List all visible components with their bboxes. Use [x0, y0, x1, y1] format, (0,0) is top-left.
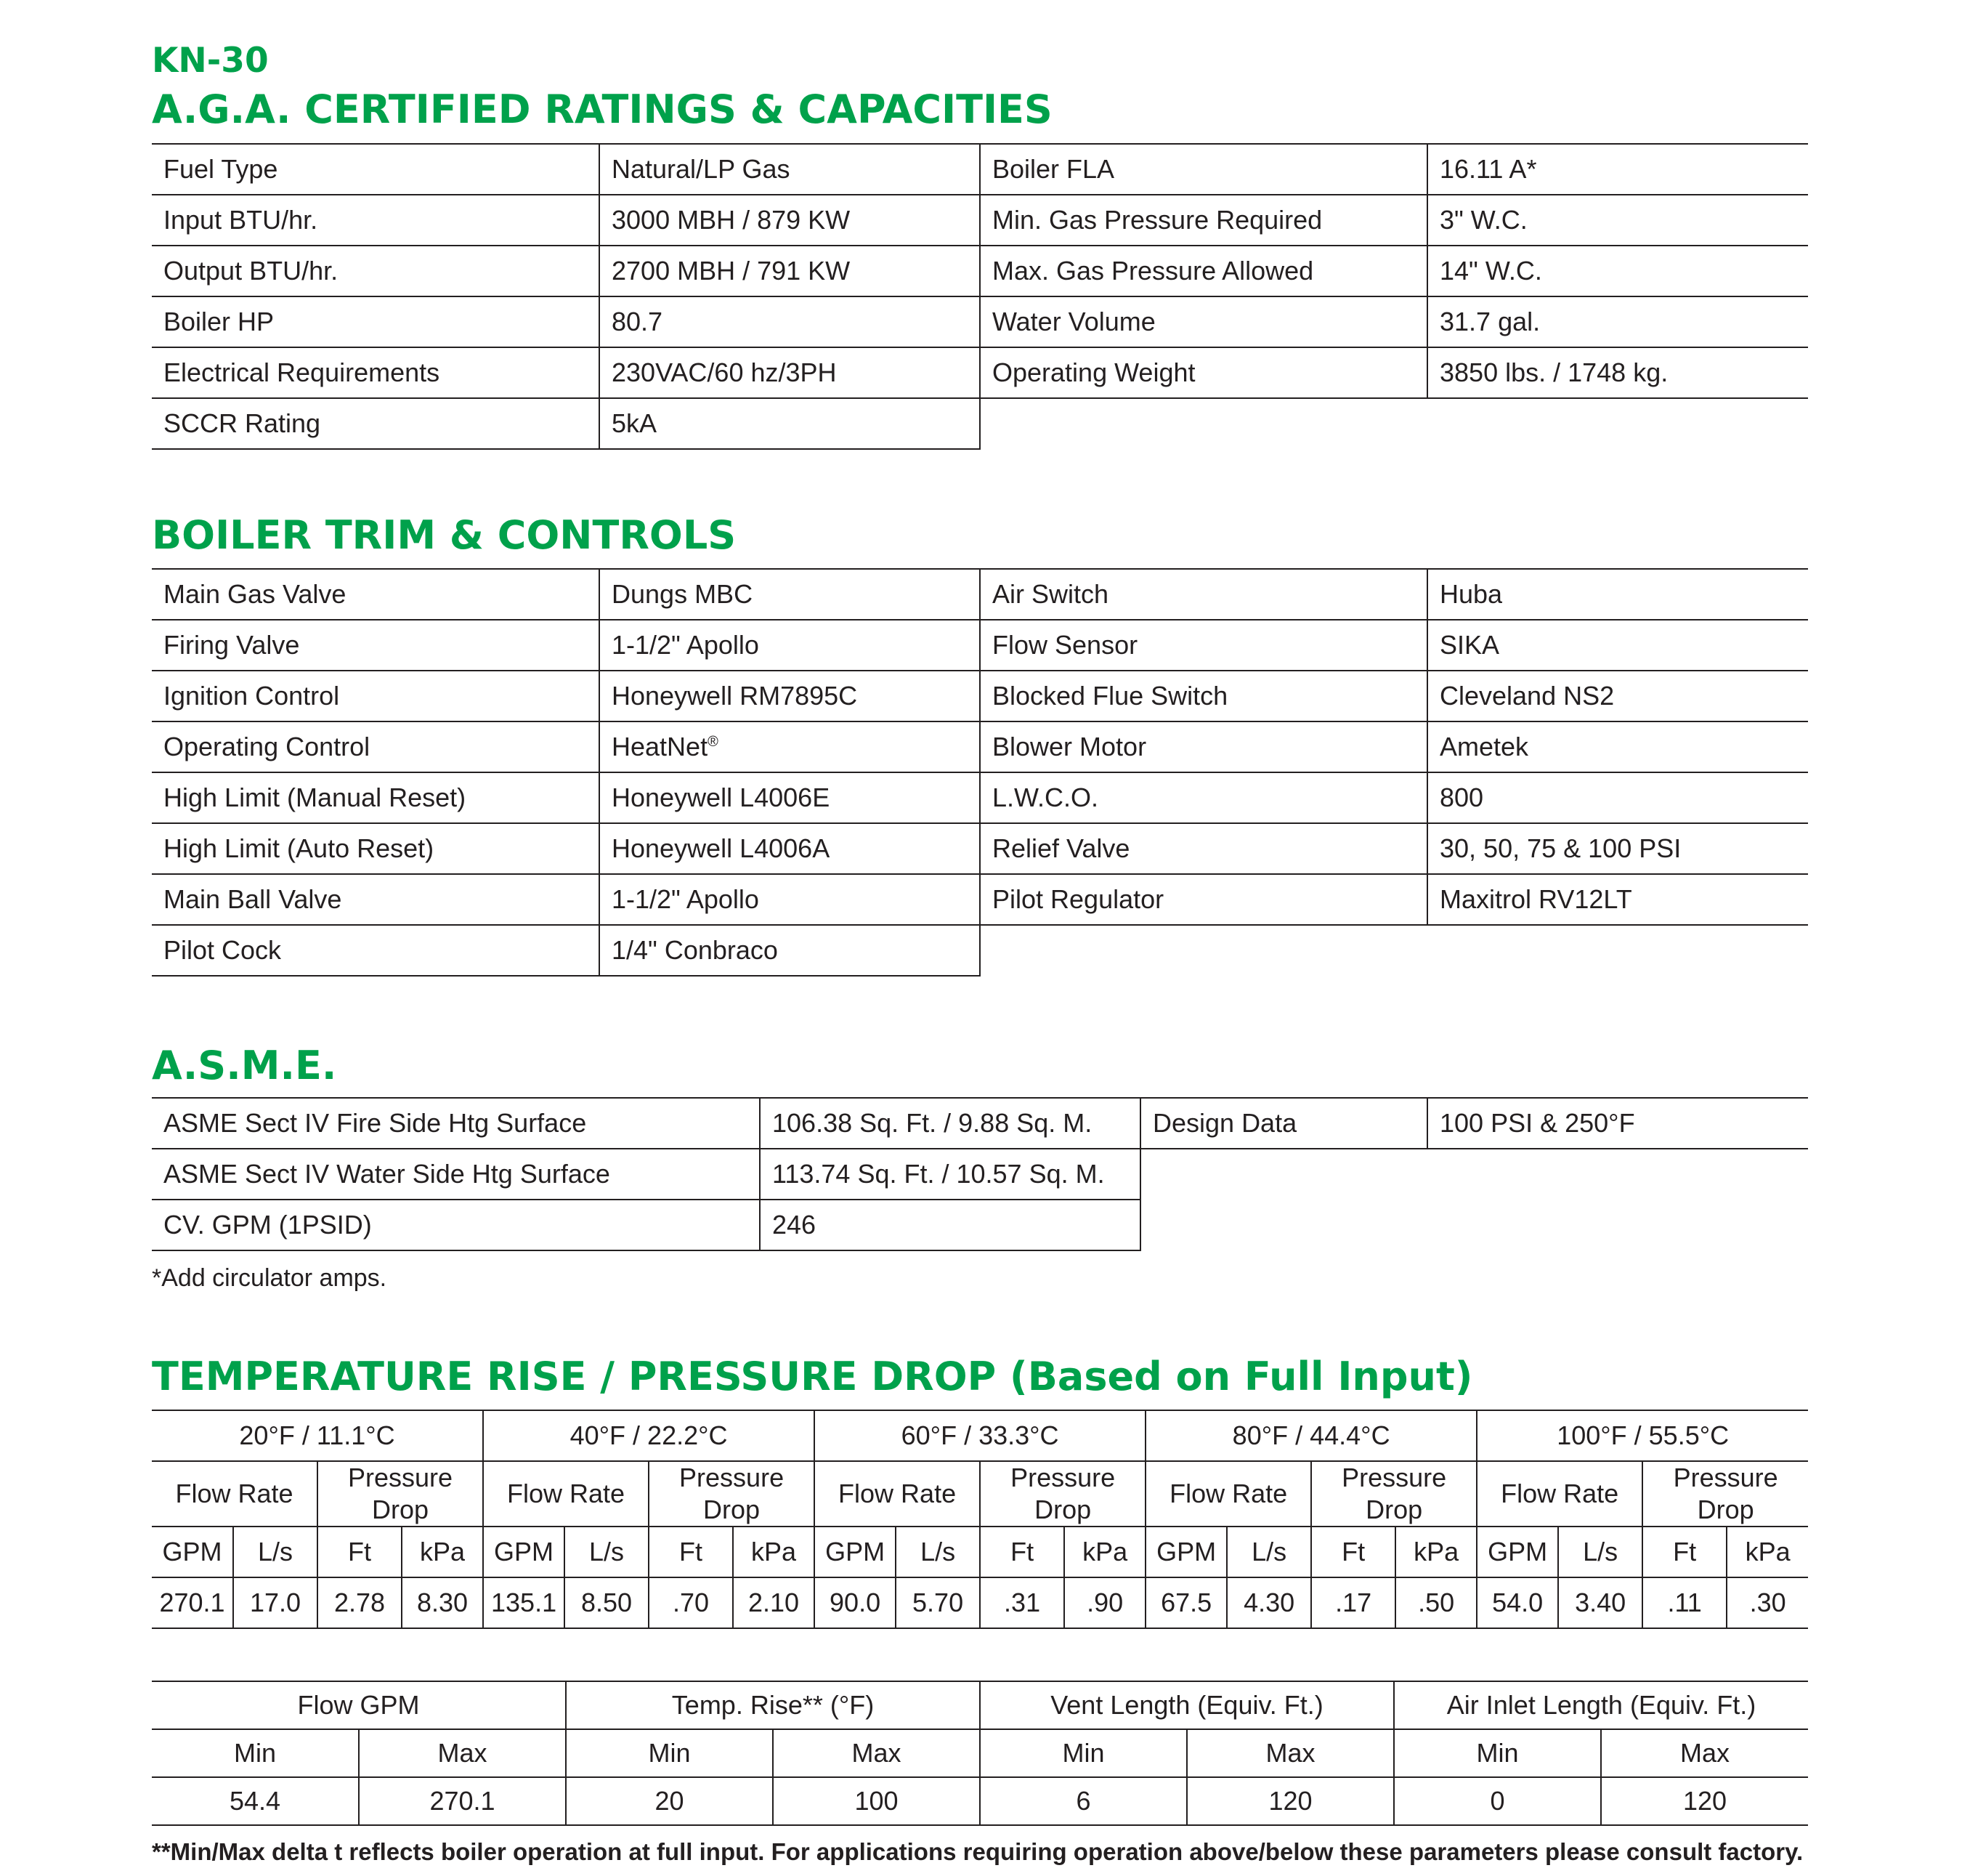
spec-label: Pilot Cock: [152, 925, 599, 976]
spec-value: [599, 721, 980, 772]
pressure-drop-header: [1311, 1461, 1477, 1527]
table-row: [152, 195, 1808, 246]
temp-value: 2.10: [733, 1577, 814, 1628]
spec-label: ASME Sect IV Water Side Htg Surface: [152, 1149, 760, 1200]
max-label: Max: [1187, 1729, 1394, 1777]
limit-min-value: 0: [1394, 1777, 1601, 1825]
table-row: [152, 925, 1808, 976]
spec-value: Honeywell L4006E: [599, 772, 980, 823]
limit-max-value: 100: [773, 1777, 980, 1825]
table-row: [152, 1200, 1808, 1250]
spec-label: Main Ball Valve: [152, 874, 599, 925]
temp-value: 270.1: [152, 1577, 233, 1628]
spec-label: Pilot Regulator: [980, 874, 1427, 925]
temp-value: .31: [980, 1577, 1064, 1628]
spec-value: 1-1/2" Apollo: [599, 620, 980, 671]
trim-title: BOILER TRIM & CONTROLS: [152, 512, 737, 558]
spec-value: 31.7 gal.: [1427, 296, 1808, 347]
asme-title: A.S.M.E.: [152, 1043, 337, 1088]
spec-label: Min. Gas Pressure Required: [980, 195, 1427, 246]
temp-value: 67.5: [1146, 1577, 1227, 1628]
spec-value: 80.7: [599, 296, 980, 347]
operating-control-value: HeatNet: [612, 732, 708, 761]
table-row: [152, 721, 1808, 772]
limit-min-value: 20: [566, 1777, 773, 1825]
limits-header: Temp. Rise** (°F): [566, 1681, 980, 1729]
spec-label: Boiler HP: [152, 296, 599, 347]
limits-note: **Min/Max delta t reflects boiler operation at full input. For applications requiring operation above/below these parameters please consult factory.: [152, 1838, 1804, 1865]
spec-label: Input BTU/hr.: [152, 195, 599, 246]
spec-label: Blocked Flue Switch: [980, 671, 1427, 721]
table-row: [152, 1149, 1808, 1200]
spec-value: 16.11 A*: [1427, 144, 1808, 195]
pressure-drop-header: [1642, 1461, 1808, 1527]
max-label: Max: [773, 1729, 980, 1777]
temp-value: 5.70: [896, 1577, 980, 1628]
unit-header: GPM: [152, 1527, 233, 1577]
table-row: [152, 246, 1808, 296]
pressure-drop-label: Pressure Drop: [679, 1463, 785, 1524]
max-label: Max: [359, 1729, 566, 1777]
limits-table: [152, 1681, 1808, 1826]
table-row: [152, 823, 1808, 874]
model-title: KN-30: [152, 41, 269, 81]
spec-label: Air Switch: [980, 569, 1427, 620]
min-label: Min: [152, 1729, 359, 1777]
temp-value: 8.50: [564, 1577, 649, 1628]
spec-value: [1427, 925, 1808, 976]
table-row: [152, 398, 1808, 449]
spec-label: Fuel Type: [152, 144, 599, 195]
temp-value: 17.0: [233, 1577, 317, 1628]
unit-header: L/s: [896, 1527, 980, 1577]
spec-value: Honeywell L4006A: [599, 823, 980, 874]
spec-value: 1-1/2" Apollo: [599, 874, 980, 925]
unit-header: kPa: [1395, 1527, 1477, 1577]
units-row: [152, 1527, 1808, 1577]
limits-header: Vent Length (Equiv. Ft.): [980, 1681, 1394, 1729]
limit-max-value: 120: [1187, 1777, 1394, 1825]
temp-group-header: 40°F / 22.2°C: [483, 1410, 814, 1461]
unit-header: kPa: [1064, 1527, 1146, 1577]
unit-header: Ft: [1311, 1527, 1395, 1577]
pressure-drop-label: Pressure Drop: [1010, 1463, 1116, 1524]
unit-header: GPM: [814, 1527, 896, 1577]
temp-rise-title: TEMPERATURE RISE / PRESSURE DROP (Based on Full Input): [152, 1354, 1473, 1399]
min-label: Min: [566, 1729, 773, 1777]
table-row: [152, 144, 1808, 195]
temp-value: .11: [1642, 1577, 1727, 1628]
unit-header: GPM: [1477, 1527, 1558, 1577]
spec-value: 100 PSI & 250°F: [1427, 1098, 1808, 1149]
spec-label: CV. GPM (1PSID): [152, 1200, 760, 1250]
unit-header: L/s: [1558, 1527, 1642, 1577]
unit-header: Ft: [980, 1527, 1064, 1577]
spec-value: 14" W.C.: [1427, 246, 1808, 296]
temp-value: 8.30: [402, 1577, 483, 1628]
pressure-drop-header: [317, 1461, 483, 1527]
limits-header: Flow GPM: [152, 1681, 566, 1729]
spec-label: Water Volume: [980, 296, 1427, 347]
min-max-row: [152, 1729, 1808, 1777]
trim-table: [152, 568, 1808, 977]
spec-value: 3" W.C.: [1427, 195, 1808, 246]
spec-label: Design Data: [1140, 1098, 1427, 1149]
spec-value: [1427, 1200, 1808, 1250]
pressure-drop-label: Pressure Drop: [1342, 1463, 1447, 1524]
flow-rate-header: Flow Rate: [814, 1461, 980, 1527]
pressure-drop-label: Pressure Drop: [347, 1463, 453, 1524]
spec-value: 5kA: [599, 398, 980, 449]
registered-mark: ®: [708, 734, 718, 750]
temp-group-header: 80°F / 44.4°C: [1146, 1410, 1477, 1461]
spec-value: Ametek: [1427, 721, 1808, 772]
min-label: Min: [980, 1729, 1187, 1777]
unit-header: Ft: [649, 1527, 733, 1577]
pressure-drop-header: [649, 1461, 814, 1527]
temp-value: 54.0: [1477, 1577, 1558, 1628]
values-row: [152, 1577, 1808, 1628]
spec-label: [980, 925, 1427, 976]
temp-value: 135.1: [483, 1577, 564, 1628]
unit-header: L/s: [233, 1527, 317, 1577]
temp-group-header: 100°F / 55.5°C: [1477, 1410, 1808, 1461]
spec-label: Electrical Requirements: [152, 347, 599, 398]
spec-label: Blower Motor: [980, 721, 1427, 772]
flow-rate-header: Flow Rate: [152, 1461, 317, 1527]
spec-label: Flow Sensor: [980, 620, 1427, 671]
spec-label: Relief Valve: [980, 823, 1427, 874]
spec-value: 246: [760, 1200, 1140, 1250]
spec-value: 30, 50, 75 & 100 PSI: [1427, 823, 1808, 874]
unit-header: Ft: [1642, 1527, 1727, 1577]
temp-value: 4.30: [1227, 1577, 1311, 1628]
unit-header: GPM: [483, 1527, 564, 1577]
spec-label: [1140, 1200, 1427, 1250]
spec-value: 113.74 Sq. Ft. / 10.57 Sq. M.: [760, 1149, 1140, 1200]
spec-value: 3000 MBH / 879 KW: [599, 195, 980, 246]
unit-header: kPa: [1727, 1527, 1808, 1577]
spec-label: High Limit (Manual Reset): [152, 772, 599, 823]
group-header-row: [152, 1410, 1808, 1461]
table-row: [152, 671, 1808, 721]
temp-value: 2.78: [317, 1577, 402, 1628]
table-row: [152, 874, 1808, 925]
spec-value: Dungs MBC: [599, 569, 980, 620]
spec-label: Ignition Control: [152, 671, 599, 721]
spec-label: Output BTU/hr.: [152, 246, 599, 296]
spec-label: Operating Control: [152, 721, 599, 772]
limit-max-value: 120: [1601, 1777, 1808, 1825]
spec-label: Operating Weight: [980, 347, 1427, 398]
unit-header: L/s: [564, 1527, 649, 1577]
table-row: [152, 1098, 1808, 1149]
spec-value: 230VAC/60 hz/3PH: [599, 347, 980, 398]
spec-label: L.W.C.O.: [980, 772, 1427, 823]
spec-value: Maxitrol RV12LT: [1427, 874, 1808, 925]
spec-value: 106.38 Sq. Ft. / 9.88 Sq. M.: [760, 1098, 1140, 1149]
flow-rate-header: Flow Rate: [1477, 1461, 1642, 1527]
spec-label: Main Gas Valve: [152, 569, 599, 620]
temp-value: .50: [1395, 1577, 1477, 1628]
spec-label: SCCR Rating: [152, 398, 599, 449]
temp-value: 90.0: [814, 1577, 896, 1628]
ratings-table: [152, 143, 1808, 450]
unit-header: kPa: [402, 1527, 483, 1577]
spec-label: Max. Gas Pressure Allowed: [980, 246, 1427, 296]
temp-group-header: 60°F / 33.3°C: [814, 1410, 1146, 1461]
spec-value: Cleveland NS2: [1427, 671, 1808, 721]
temp-value: .70: [649, 1577, 733, 1628]
limits-header: Air Inlet Length (Equiv. Ft.): [1394, 1681, 1808, 1729]
temp-rise-table: [152, 1410, 1808, 1629]
spec-value: Natural/LP Gas: [599, 144, 980, 195]
pressure-drop-label: Pressure Drop: [1673, 1463, 1778, 1524]
spec-value: 1/4" Conbraco: [599, 925, 980, 976]
spec-value: 2700 MBH / 791 KW: [599, 246, 980, 296]
spec-label: ASME Sect IV Fire Side Htg Surface: [152, 1098, 760, 1149]
unit-header: GPM: [1146, 1527, 1227, 1577]
temp-value: .17: [1311, 1577, 1395, 1628]
sub-header-row: [152, 1461, 1808, 1527]
temp-group-header: 20°F / 11.1°C: [152, 1410, 483, 1461]
limit-min-value: 6: [980, 1777, 1187, 1825]
flow-rate-header: Flow Rate: [483, 1461, 649, 1527]
min-label: Min: [1394, 1729, 1601, 1777]
table-row: [152, 296, 1808, 347]
spec-label: Boiler FLA: [980, 144, 1427, 195]
temp-value: .90: [1064, 1577, 1146, 1628]
temp-value: 3.40: [1558, 1577, 1642, 1628]
unit-header: L/s: [1227, 1527, 1311, 1577]
spec-label: High Limit (Auto Reset): [152, 823, 599, 874]
temp-value: .30: [1727, 1577, 1808, 1628]
spec-label: [1140, 1149, 1427, 1200]
pressure-drop-header: [980, 1461, 1146, 1527]
ratings-title: A.G.A. CERTIFIED RATINGS & CAPACITIES: [152, 86, 1053, 132]
unit-header: Ft: [317, 1527, 402, 1577]
spec-label: [980, 398, 1427, 449]
table-row: [152, 569, 1808, 620]
limit-max-value: 270.1: [359, 1777, 566, 1825]
limits-values-row: [152, 1777, 1808, 1825]
flow-rate-header: Flow Rate: [1146, 1461, 1311, 1527]
spec-value: Huba: [1427, 569, 1808, 620]
table-row: [152, 347, 1808, 398]
asme-table: [152, 1097, 1808, 1251]
spec-value: 3850 lbs. / 1748 kg.: [1427, 347, 1808, 398]
spec-value: 800: [1427, 772, 1808, 823]
spec-label: Firing Valve: [152, 620, 599, 671]
asme-note: *Add circulator amps.: [152, 1264, 387, 1292]
table-row: [152, 620, 1808, 671]
spec-value: Honeywell RM7895C: [599, 671, 980, 721]
max-label: Max: [1601, 1729, 1808, 1777]
spec-value: [1427, 398, 1808, 449]
limits-header-row: [152, 1681, 1808, 1729]
table-row: [152, 772, 1808, 823]
spec-value: [1427, 1149, 1808, 1200]
unit-header: kPa: [733, 1527, 814, 1577]
spec-value: SIKA: [1427, 620, 1808, 671]
limit-min-value: 54.4: [152, 1777, 359, 1825]
